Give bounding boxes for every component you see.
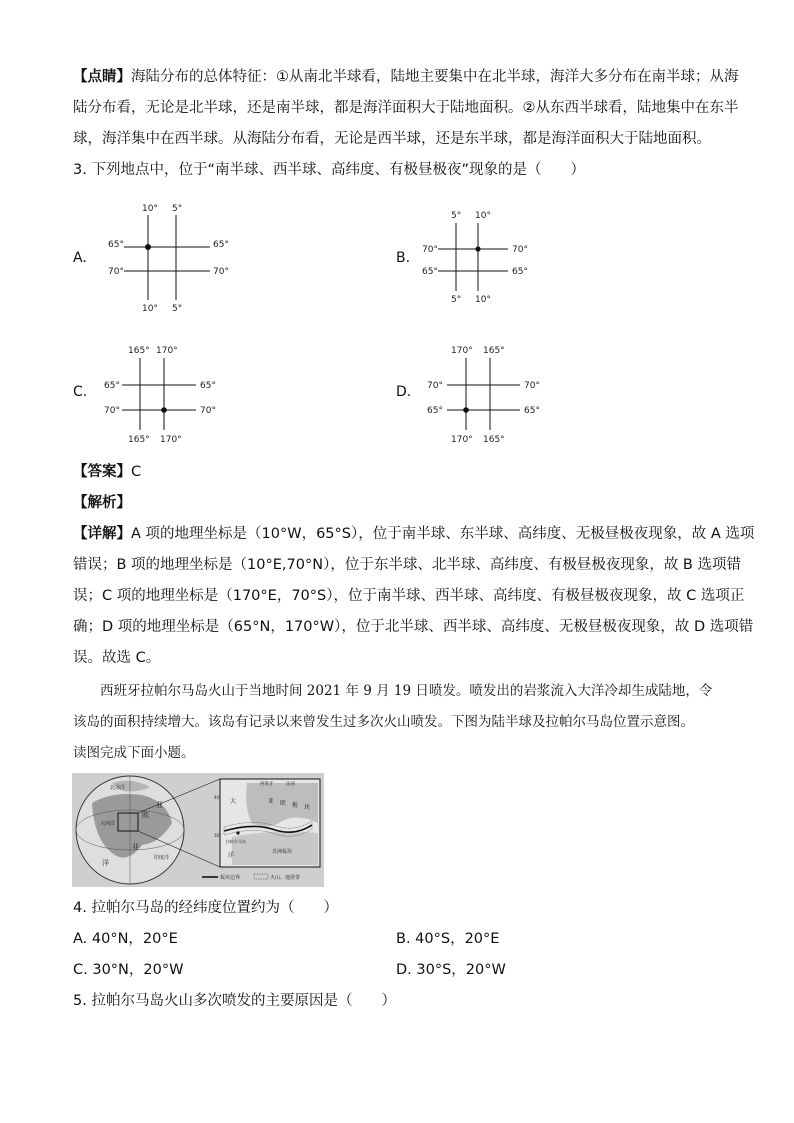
label-europe: 欧 (142, 811, 149, 819)
label-arctic: 北冰洋 (110, 785, 126, 791)
label-indian-ocean: 印度洋 (154, 855, 170, 861)
q4-option-c: C. 30°N，20°W (73, 962, 184, 978)
label-da: 大 (230, 798, 237, 805)
label-spain: 西班牙 (260, 782, 274, 787)
lon-label: 10° (475, 295, 491, 305)
q3-option-a-label: A. (73, 250, 87, 266)
answer-value: C (131, 464, 142, 480)
lon-label: 170° (156, 346, 178, 356)
detail-text-1: A 项的地理坐标是（10°W，65°S），位于南半球、东半球、高纬度、无极昼极夜现象，故 A 选项 (131, 526, 755, 542)
q3-option-c-label: C. (73, 384, 88, 400)
lon-label: 165° (483, 435, 505, 445)
dianjing-line-1 (73, 67, 739, 87)
dianjing-line-2: 陆分布看，无论是北半球，还是南半球，都是海洋面积大于陆地面积。②从东西半球看，陆地集中在东半 (73, 100, 739, 116)
question-3-stem: 3. 下列地点中，位于“南半球、西半球、高纬度、有极昼极夜”现象的是（ ） (73, 162, 585, 178)
lat-label: 70° (512, 245, 528, 255)
detail-line-3: 误；C 项的地理坐标是（170°E，70°S），位于南半球、西半球、高纬度、有极昼极夜现象，故 C 选项正 (73, 588, 745, 604)
lat-label: 65° (108, 240, 124, 250)
label-france: 法国 (286, 782, 295, 787)
lat-label: 70° (213, 267, 229, 277)
q4-option-b: B. 40°S，20°E (396, 931, 500, 947)
lon-label: 165° (483, 346, 505, 356)
lon-label: 5° (172, 204, 183, 214)
lat-label: 65° (512, 267, 528, 277)
label-kuai: 块 (304, 804, 311, 811)
detail-line-4: 确；D 项的地理坐标是（65°N，170°W），位于北半球、西半球、高纬度、无极昼极夜现象，故 D 选项错 (73, 619, 754, 635)
q3-option-d-grid (425, 340, 555, 448)
label-lat-40: 40° (214, 795, 222, 800)
legend-volcano-belt: 火山、地震带 (270, 875, 301, 881)
passage-line-3: 读图完成下面小题。 (73, 745, 195, 761)
label-yang: 洋 (228, 852, 235, 859)
lat-label: 70° (200, 406, 216, 416)
location-dot (161, 407, 167, 413)
lon-label: 170° (160, 435, 182, 445)
label-lat-30: 30° (214, 833, 222, 838)
dianjing-line-3: 球，海洋集中在西半球。从海陆分布看，无论是西半球，还是东半球，都是海洋面积大于陆地面积。 (73, 131, 711, 147)
dianjing-tag: 【点睛】 (73, 69, 131, 85)
detail-line-1 (73, 524, 754, 544)
lon-label: 5° (172, 304, 183, 314)
label-ou: 欧 (280, 800, 287, 807)
q3-option-b-grid (418, 205, 548, 310)
q4-option-d: D. 30°S，20°W (396, 962, 506, 978)
lon-label: 10° (142, 204, 158, 214)
lon-label: 10° (475, 211, 491, 221)
label-african-plate: 非洲板块 (272, 849, 293, 855)
analysis-tag (73, 493, 131, 513)
q3-option-b-label: B. (396, 250, 411, 266)
q3-option-a-grid (100, 197, 250, 317)
analysis-tag-text: 【解析】 (73, 495, 131, 511)
answer-tag: 【答案】 (73, 464, 131, 480)
label-africa: 非 (132, 843, 139, 851)
label-ban: 板 (292, 802, 299, 809)
q3-option-d-label: D. (396, 384, 412, 400)
lon-label: 170° (451, 435, 473, 445)
label-asia: 亚 (156, 801, 163, 809)
lon-label: 165° (128, 346, 150, 356)
location-dot (145, 244, 151, 250)
label-ocean: 洋 (102, 859, 109, 867)
lat-label: 70° (108, 267, 124, 277)
lat-label: 65° (524, 406, 540, 416)
lon-label: 10° (142, 304, 158, 314)
lon-label: 5° (451, 211, 462, 221)
detail-line-5: 误。故选 C。 (73, 650, 161, 666)
detail-tag: 【详解】 (73, 526, 131, 542)
lat-label: 70° (104, 406, 120, 416)
la-palma-island (236, 831, 239, 834)
lon-label: 170° (451, 346, 473, 356)
question-5-stem: 5. 拉帕尔马岛火山多次喷发的主要原因是（ ） (73, 993, 396, 1009)
lat-label: 70° (427, 381, 443, 391)
q3-option-c-grid (100, 340, 230, 448)
land-hemisphere-map (72, 773, 324, 887)
lat-label: 70° (524, 381, 540, 391)
lat-label: 65° (104, 381, 120, 391)
lon-label: 165° (128, 435, 150, 445)
passage-line-1: 西班牙拉帕尔马岛火山于当地时间 2021 年 9 月 19 日喷发。喷发出的岩浆流入大洋冷却生成陆地，令 (100, 683, 713, 699)
question-4-stem: 4. 拉帕尔马岛的经纬度位置约为（ ） (73, 900, 338, 916)
inset-map (214, 779, 320, 867)
dianjing-text-1: 海陆分布的总体特征：①从南北半球看，陆地主要集中在北半球，海洋大多分布在南半球；从海 (131, 69, 739, 85)
label-atlantic: 大西洋 (100, 821, 116, 827)
label-la-palma: 拉帕尔马岛 (226, 839, 246, 844)
lat-label: 65° (213, 240, 229, 250)
lat-label: 65° (427, 406, 443, 416)
lat-label: 65° (200, 381, 216, 391)
detail-line-2: 错误；B 项的地理坐标是（10°E,70°N），位于东半球、北半球、高纬度、有极昼极夜现象，故 B 选项错 (73, 557, 741, 573)
legend-plate-boundary: 板块边界 (220, 875, 241, 881)
answer-line (73, 462, 141, 482)
lat-label: 65° (422, 267, 438, 277)
lon-label: 5° (451, 295, 462, 305)
passage-line-2: 该岛的面积持续增大。该岛有记录以来曾发生过多次火山喷发。下图为陆半球及拉帕尔马岛位置示意图。 (73, 714, 694, 730)
q4-option-a: A. 40°N，20°E (73, 931, 178, 947)
location-dot (475, 246, 480, 251)
lat-label: 70° (422, 245, 438, 255)
label-ya: 亚 (268, 798, 275, 805)
location-dot (463, 407, 469, 413)
